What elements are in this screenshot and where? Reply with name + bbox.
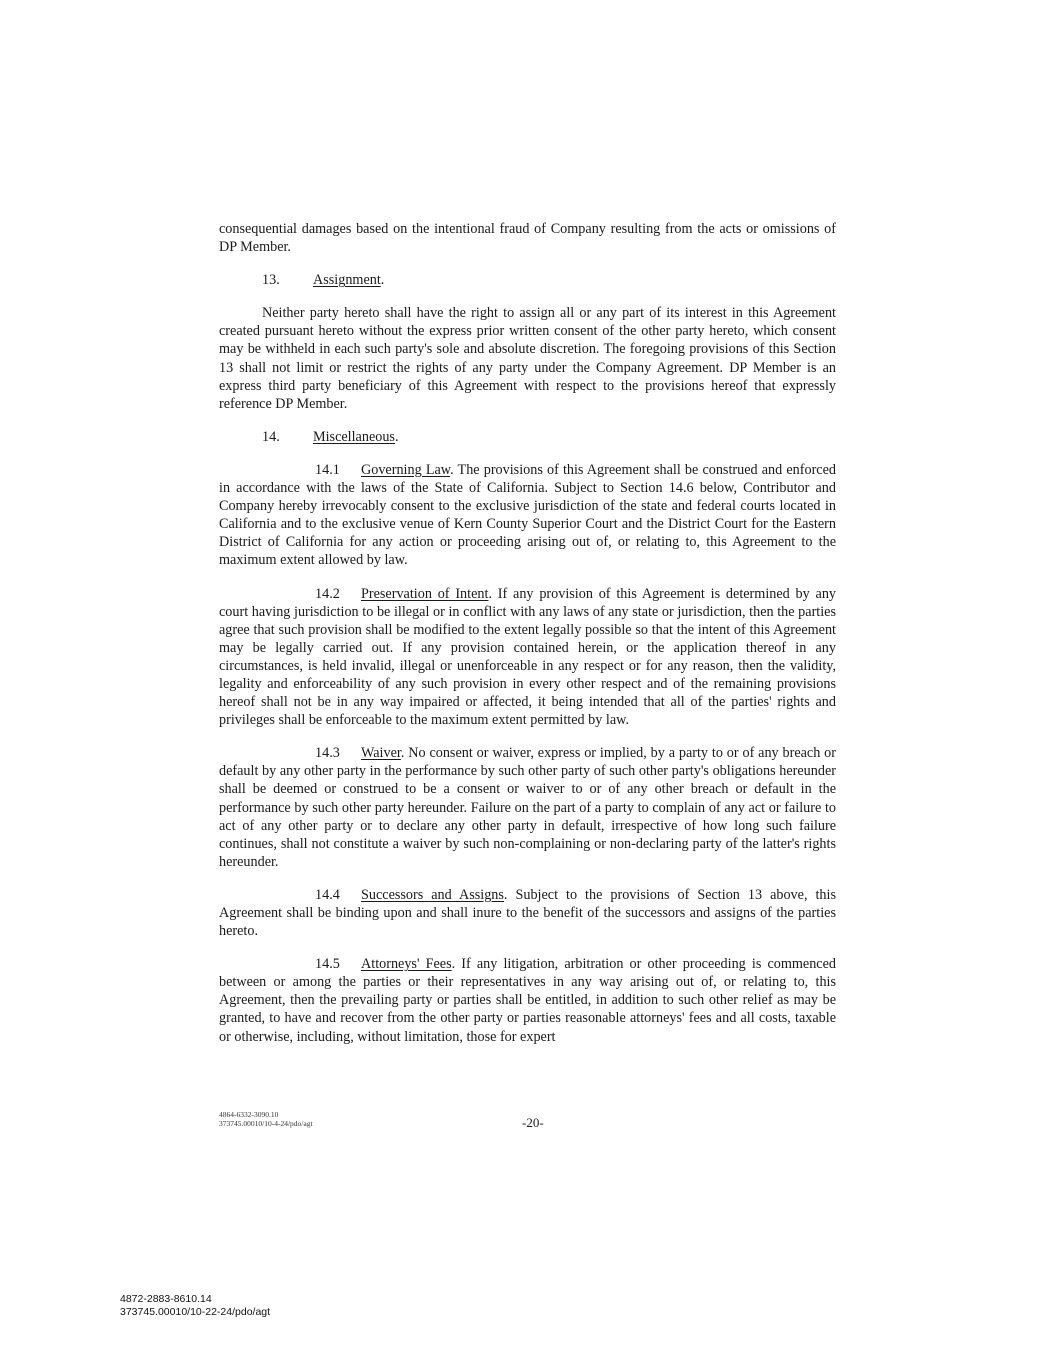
outer-doc-number: 4872-2883-8610.14 <box>120 1293 212 1305</box>
section-14-heading <box>219 428 836 446</box>
subsection-14-2 <box>219 585 836 730</box>
footer-doc-path: 373745.00010/10-4-24/pdo/agt <box>219 1119 313 1128</box>
subsection-title: Waiver <box>361 745 401 762</box>
section-13-heading <box>219 271 836 289</box>
subsection-number: 14.2 <box>315 585 340 602</box>
subsection-14-3 <box>219 744 836 871</box>
subsection-number: 14.5 <box>315 956 340 973</box>
subsection-14-1 <box>219 461 836 570</box>
section-title: Assignment <box>313 272 381 289</box>
subsection-number: 14.4 <box>315 886 340 903</box>
section-title-punct: . <box>380 272 385 289</box>
page-number: -20- <box>522 1115 544 1130</box>
subsection-text: . If any provision of this Agreement is determined by any court having jurisdiction to be illegal or in conflict with any laws of any state or jurisdiction, then the parties agree that such provision shall be modified to the extent legally possible so that the intent of this Agreement may be legally carried out. If any provision contained herein, or the application thereof in any circumstances, is held invalid, illegal or unenforceable in any respect or for any reason, then the validity, legality and enforceability of any such provision in every other respect and of the remaining provisions hereof shall not be in any way impaired or affected, it being intended that all of the parties' rights and privileges shall be enforceable to the maximum extent permitted by law. <box>219 585 837 729</box>
footer-doc-reference <box>219 1110 313 1128</box>
subsection-title: Attorneys' Fees <box>361 956 452 973</box>
subsection-14-4 <box>219 886 836 940</box>
outer-doc-id <box>120 1293 270 1318</box>
subsection-title: Successors and Assigns <box>361 886 504 903</box>
subsection-title: Governing Law <box>361 461 451 478</box>
subsection-14-5 <box>219 955 836 1045</box>
section-number: 13. <box>262 272 280 289</box>
section-13-body: Neither party hereto shall have the right to assign all or any part of its interest in this Agreement created pursuant hereto without the express prior written consent of the other party hereto, which consent may be withheld in each such party's sole and absolute discretion. The foregoing provisions of this Section 13 shall not limit or restrict the rights of any party under the Company Agreement. DP Member is an express third party beneficiary of this Agreement with respect to the provisions hereof that expressly reference DP Member. <box>219 305 836 412</box>
document-body <box>219 220 836 1061</box>
continuation-paragraph: consequential damages based on the intentional fraud of Company resulting from the acts or omissions of DP Member. <box>219 221 836 256</box>
subsection-text: . Subject to the provisions of Section 13 above, this Agreement shall be binding upon and shall inure to the benefit of the successors and assigns of the parties hereto. <box>219 886 836 940</box>
subsection-text: . No consent or waiver, express or implied, by a party to or of any breach or default by any other party in the performance by such other party of such other party's obligations hereunder shall be deemed or construed to be a consent or waiver to or of any other breach or default in the performance by such other party hereunder. Failure on the part of a party to complain of any act or failure to act of any other party or to declare any other party in default, irrespective of how long such failure continues, shall not constitute a waiver by such non-complaining or non-declaring party of the latter's rights hereunder. <box>219 745 836 870</box>
outer-doc-path: 373745.00010/10-22-24/pdo/agt <box>120 1305 271 1318</box>
footer-doc-number: 4864-6332-3090.10 <box>219 1110 279 1119</box>
subsection-number: 14.3 <box>315 745 340 762</box>
subsection-title: Preservation of Intent <box>361 585 489 602</box>
section-title-punct: . <box>394 428 399 445</box>
subsection-text: . The provisions of this Agreement shall be construed and enforced in accordance with the laws of the State of California. Subject to Section 14.6 below, Contributor and Company hereby irrevocably consent to the exclusive jurisdiction of the state and federal courts located in California and to the exclusive venue of Kern County Superior Court and the District Court for the Eastern District of California for any action or proceeding arising out of, or relating to, this Agreement to the maximum extent allowed by law. <box>219 461 836 569</box>
subsection-text: . If any litigation, arbitration or other proceeding is commenced between or among the parties or their representatives in any way arising out of, or relating to, this Agreement, then the prevailing party or parties shall be entitled, in addition to such other relief as may be granted, to have and recover from the other party or parties reasonable attorneys' fees and all costs, taxable or otherwise, including, without limitation, those for expert <box>219 956 836 1045</box>
subsection-number: 14.1 <box>315 461 340 478</box>
section-number: 14. <box>262 428 280 445</box>
section-title: Miscellaneous <box>313 428 395 445</box>
